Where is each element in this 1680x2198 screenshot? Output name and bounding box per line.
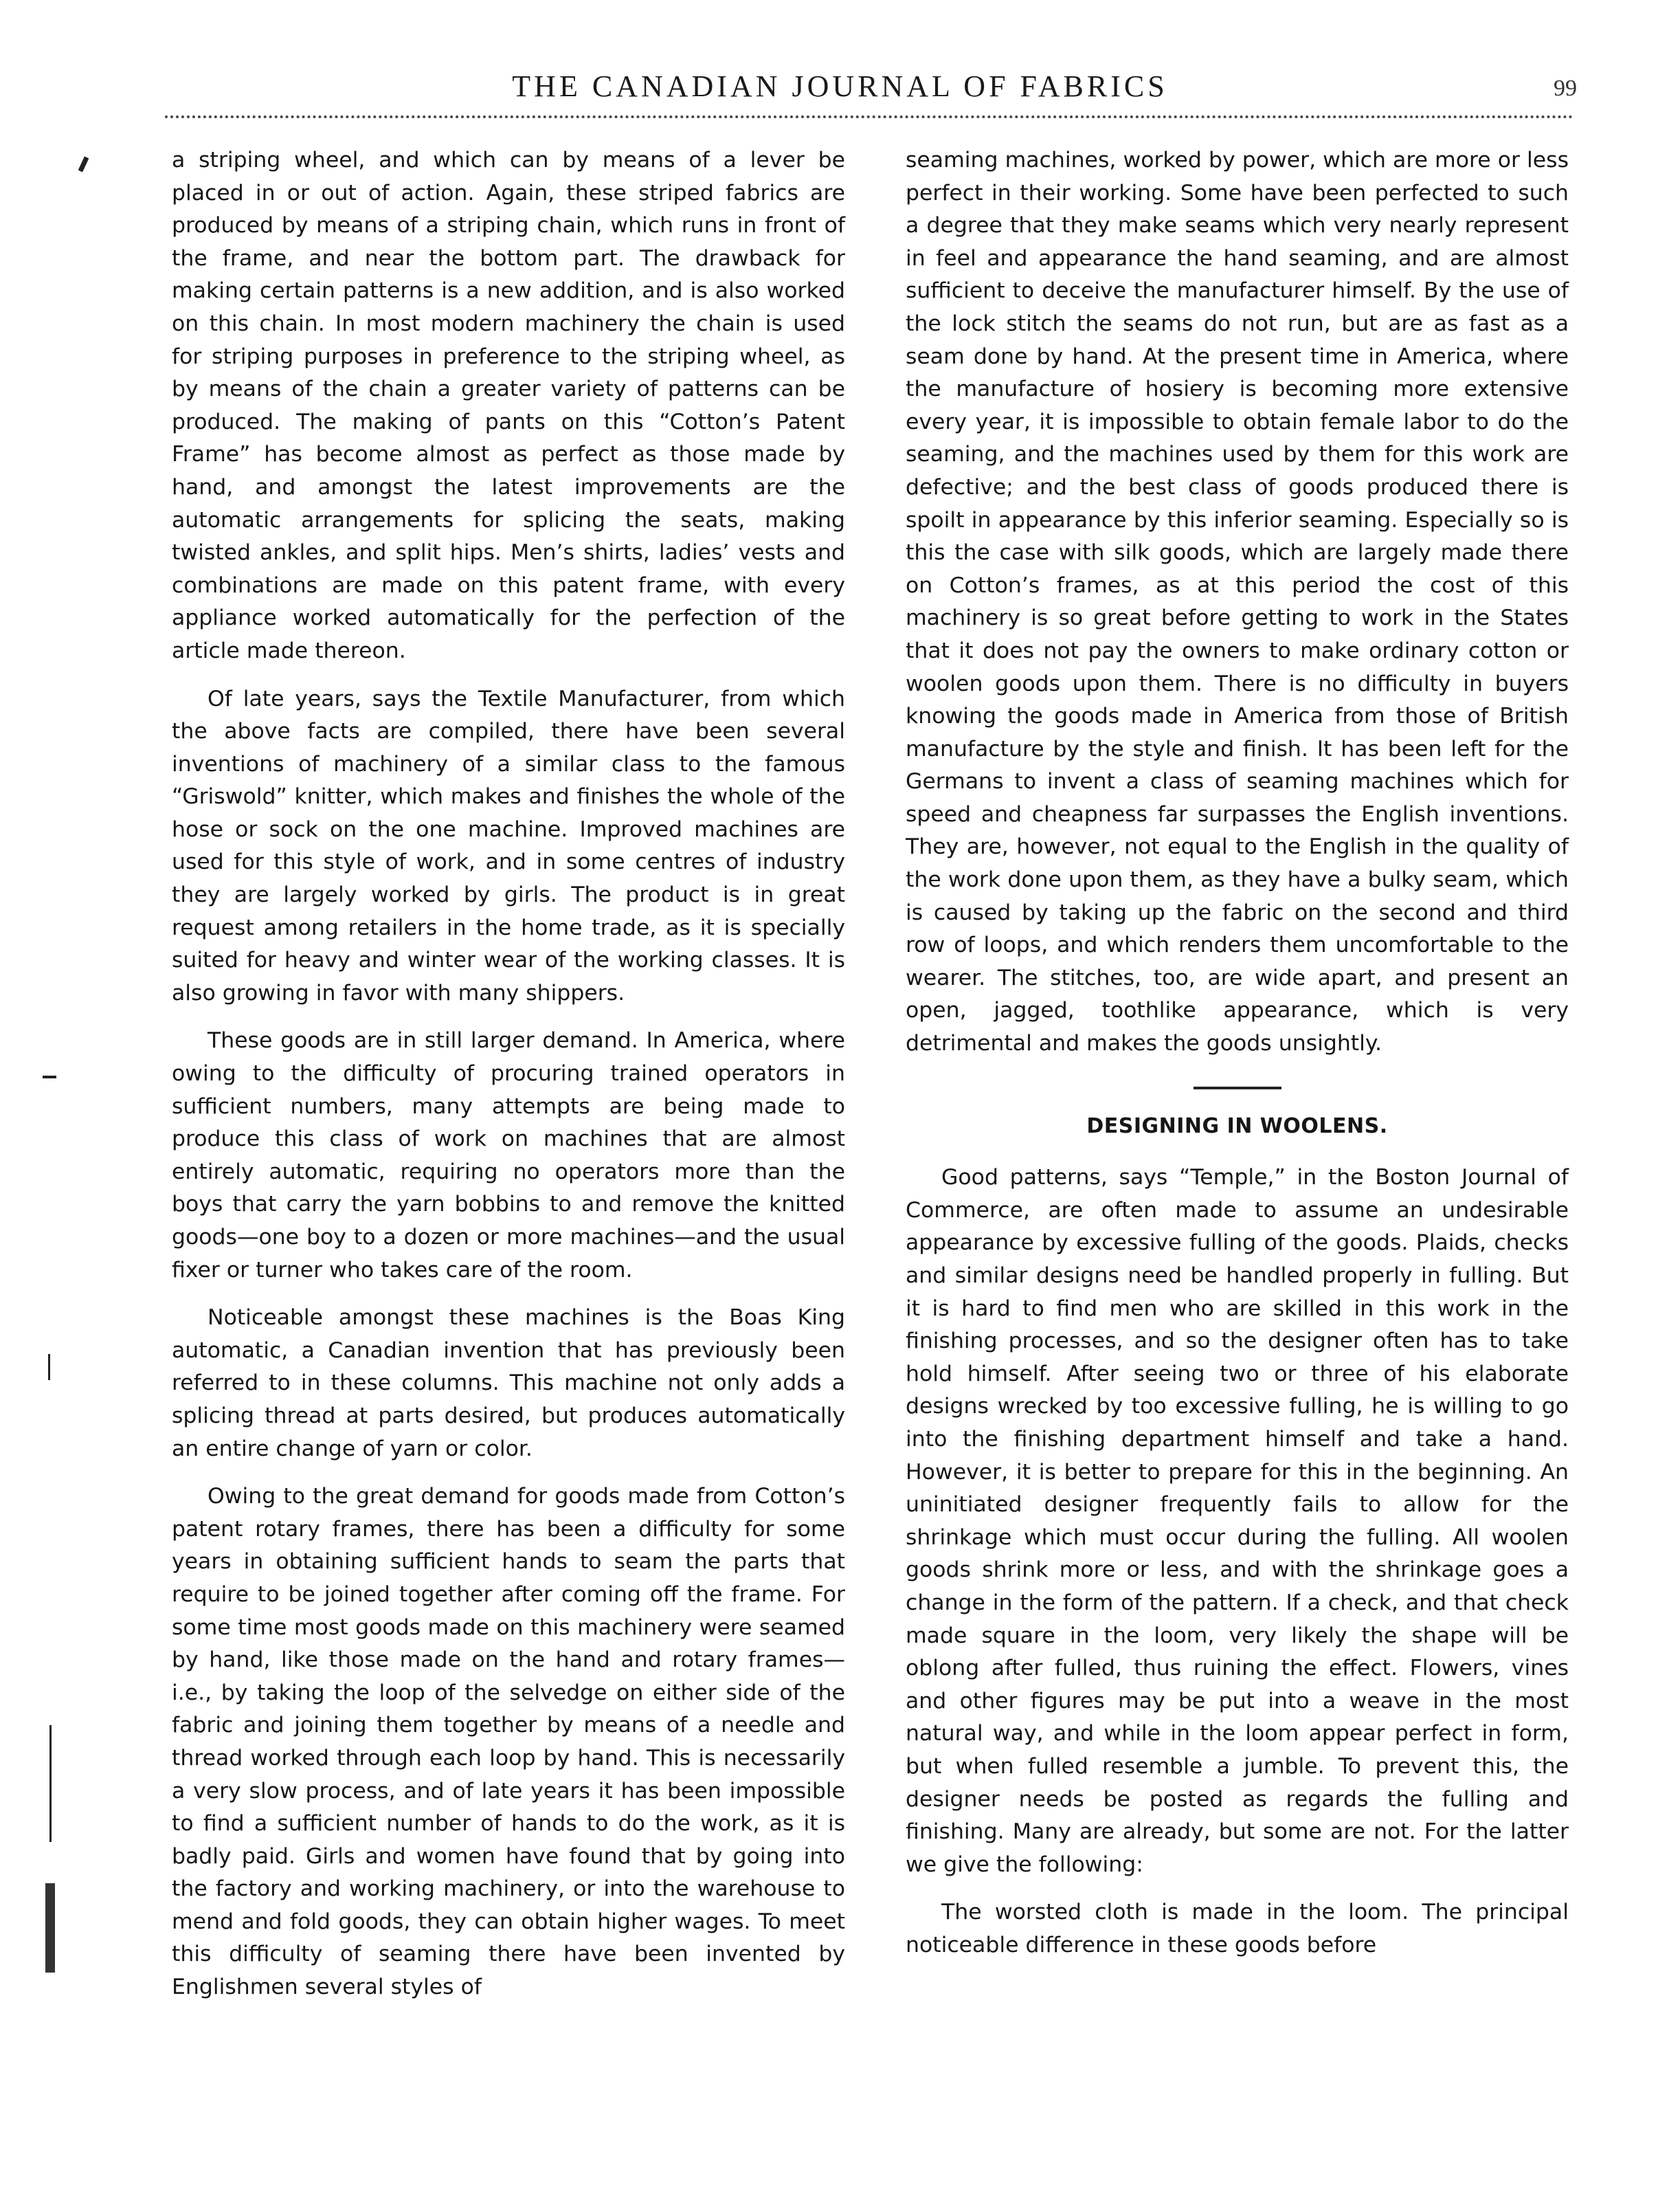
right-column — [906, 144, 1569, 1962]
paragraph: These goods are in still larger demand. In America, where owing to the difficulty of procuring trained operators in sufficient numbers, many attempts are being made to produce this class of work on machines that are almost entirely automatic, requiring no operators more than the boys that carry the yarn bobbins to and remove the knitted goods—one boy to a dozen or more machines—and the usual fixer or turner who takes care of the room. — [172, 1028, 845, 1283]
paragraph: a striping wheel, and which can by means of a lever be placed in or out of action. Again, these striped fabrics are produced by means of a striping chain, which runs in front of the frame, and near the bottom part. The drawback for making certain patterns is a new addition, and is also worked on this chain. In most modern machinery the chain is used for striping purposes in preference to the striping wheel, as by means of the chain a greater variety of patterns can be produced. The making of pants on this “Cotton’s Patent Frame” has become almost as perfect as those made by hand, and amongst the latest improvements are the automatic arrangements for splicing the seats, making twisted ankles, and split hips. Men’s shirts, ladies’ vests and combinations are made on this patent frame, with every appliance worked automatically for the perfection of the article made thereon. — [172, 148, 845, 663]
margin-mark — [48, 1354, 50, 1380]
header-rule — [165, 115, 1573, 118]
paragraph: The worsted cloth is made in the loom. The principal noticeable difference in these goods before — [906, 1900, 1569, 1957]
running-head: THE CANADIAN JOURNAL OF FABRICS — [512, 69, 1168, 103]
page-number: 99 — [1554, 76, 1577, 101]
paragraph: Noticeable amongst these machines is the Boas King automatic, a Canadian invention that has previously been referred to in these columns. This machine not only adds a splicing thread at parts desired, but produces automatically an entire change of yarn or color. — [172, 1305, 845, 1461]
paragraph: seaming machines, worked by power, which are more or less perfect in their working. Some have been perfected to such a degree that they make seams which very nearly represent in feel and appearance the hand seaming, and are almost sufficient to deceive the manufacturer himself. By the use of the lock stitch the seams do not run, but are as fast as a seam done by hand. At the present time in America, where the manufacture of hosiery is becoming more extensive every year, it is impossible to obtain female labor to do the seaming, and the machines used by them for this work are defective; and the best class of goods produced there is spoilt in appearance by this inferior seaming. Especially so is this the case with silk goods, which are largely made there on Cotton’s frames, as at this period the cost of this machinery is so great before getting to work in the States that it does not pay the owners to make ordinary cotton or woolen goods upon them. There is no difficulty in buyers knowing the goods made in America from those of British manufacture by the style and finish. It has been left for the Germans to invent a class of seaming machines which for speed and cheapness far surpasses the English inventions. They are, however, not equal to the English in the quality of the work done upon them, as they have a bulky seam, which is caused by taking up the fabric on the second and third row of loops, and which renders them uncomfortable to the wearer. The stitches, too, are wide apart, and present an open, jagged, toothlike appearance, which is very detrimental and makes the goods unsightly. — [906, 148, 1569, 1056]
margin-mark — [78, 157, 89, 173]
paragraph: Owing to the great demand for goods made from Cotton’s patent rotary frames, there has been a difficulty for some years in obtaining sufficient hands to seam the parts that require to be joined together after coming off the frame. For some time most goods made on this machinery were seamed by hand, like those made on the hand and rotary frames—i.e., by taking the loop of the selvedge on either side of the fabric and joining them together by means of a needle and thread worked through each loop by hand. This is necessarily a very slow process, and of late years it has been impossible to find a sufficient number of hands to do the work, as it is badly paid. Girls and women have found that by going into the factory and working machinery, or into the warehouse to mend and fold goods, they can obtain higher wages. To meet this difficulty of seaming there have been invented by Englishmen several styles of — [172, 1484, 845, 2000]
paragraph: Good patterns, says “Temple,” in the Boston Journal of Commerce, are often made to assume an undesirable appearance by excessive fulling of the goods. Plaids, checks and similar designs need be handled properly in fulling. But it is hard to find men who are skilled in this work in the finishing processes, and so the designer often has to take hold himself. After seeing two or three of his elaborate designs wrecked by too excessive fulling, he is willing to go into the finishing department himself and take a hand. However, it is better to prepare for this in the beginning. An uninitiated designer frequently fails to allow for the shrinkage which must occur during the fulling. All woolen goods shrink more or less, and with the shrinkage goes a change in the form of the pattern. If a check, and that check made square in the loom, very likely the shape will be oblong after fulled, thus ruining the effect. Flowers, vines and other figures may be put into a weave in the most natural way, and while in the loom appear perfect in form, but when fulled resemble a jumble. To prevent this, the designer needs be posted as regards the fulling and finishing. Many are already, but some are not. For the latter we give the following: — [906, 1165, 1569, 1877]
section-heading: DESIGNING IN WOOLENS. — [1086, 1113, 1388, 1138]
left-column — [172, 144, 845, 2004]
paragraph: Of late years, says the Textile Manufacturer, from which the above facts are compiled, there have been several inventions of machinery of a similar class to the famous “Griswold” knitter, which makes and finishes the whole of the hose or sock on the one machine. Improved machines are used for this style of work, and in some centres of industry they are largely worked by girls. The product is in great request among retailers in the home trade, as it is specially suited for heavy and winter wear of the working classes. It is also growing in favor with many shippers. — [172, 686, 845, 1006]
margin-mark — [43, 1076, 56, 1078]
margin-mark — [49, 1725, 52, 1842]
section-divider — [1194, 1087, 1281, 1089]
margin-mark — [45, 1883, 55, 1973]
